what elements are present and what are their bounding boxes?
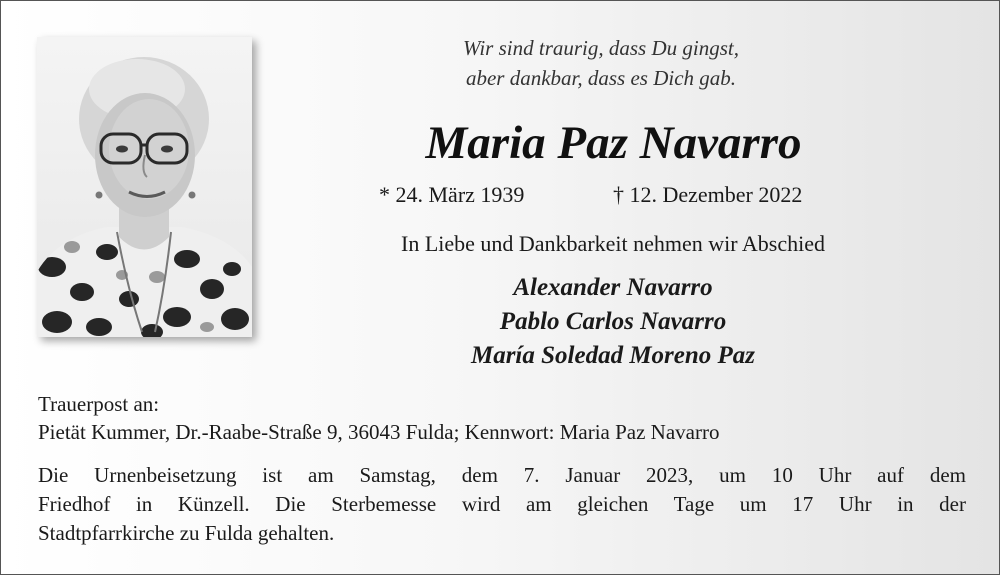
motto-line: Wir sind traurig, dass Du gingst,: [463, 36, 739, 60]
mourner-name: María Soledad Moreno Paz: [470, 342, 756, 369]
motto: [381, 33, 821, 93]
notice-line: Stadtpfarrkirche zu Fulda gehalten.: [38, 521, 335, 545]
notice-line: Die Urnenbeisetzung ist am Samstag, dem 7. Januar 2023, um 10 Uhr auf dem: [38, 463, 966, 487]
birth-date: * 24. März 1939: [379, 182, 525, 207]
farewell-text: In Liebe und Dankbarkeit nehmen wir Abschied: [401, 231, 825, 256]
mail-address: Pietät Kummer, Dr.-Raabe-Straße 9, 36043 Fulda; Kennwort: Maria Paz Navarro: [38, 420, 720, 444]
mail-label: Trauerpost an:: [38, 392, 160, 416]
deceased-name: Maria Paz Navarro: [425, 117, 802, 169]
death-date: † 12. Dezember 2022: [613, 182, 803, 207]
mourners-list: [313, 271, 913, 373]
motto-line: aber dankbar, dass es Dich gab.: [465, 66, 737, 90]
portrait-photo-image: [37, 37, 252, 337]
funeral-notice: [38, 461, 966, 548]
mail-info: [38, 390, 719, 446]
mourner-name: Pablo Carlos Navarro: [499, 308, 727, 335]
notice-line: Friedhof in Künzell. Die Sterbemesse wird am gleichen Tage um 17 Uhr in der: [38, 492, 966, 516]
portrait-photo: [37, 37, 252, 337]
mourner-name: Alexander Navarro: [513, 274, 713, 301]
